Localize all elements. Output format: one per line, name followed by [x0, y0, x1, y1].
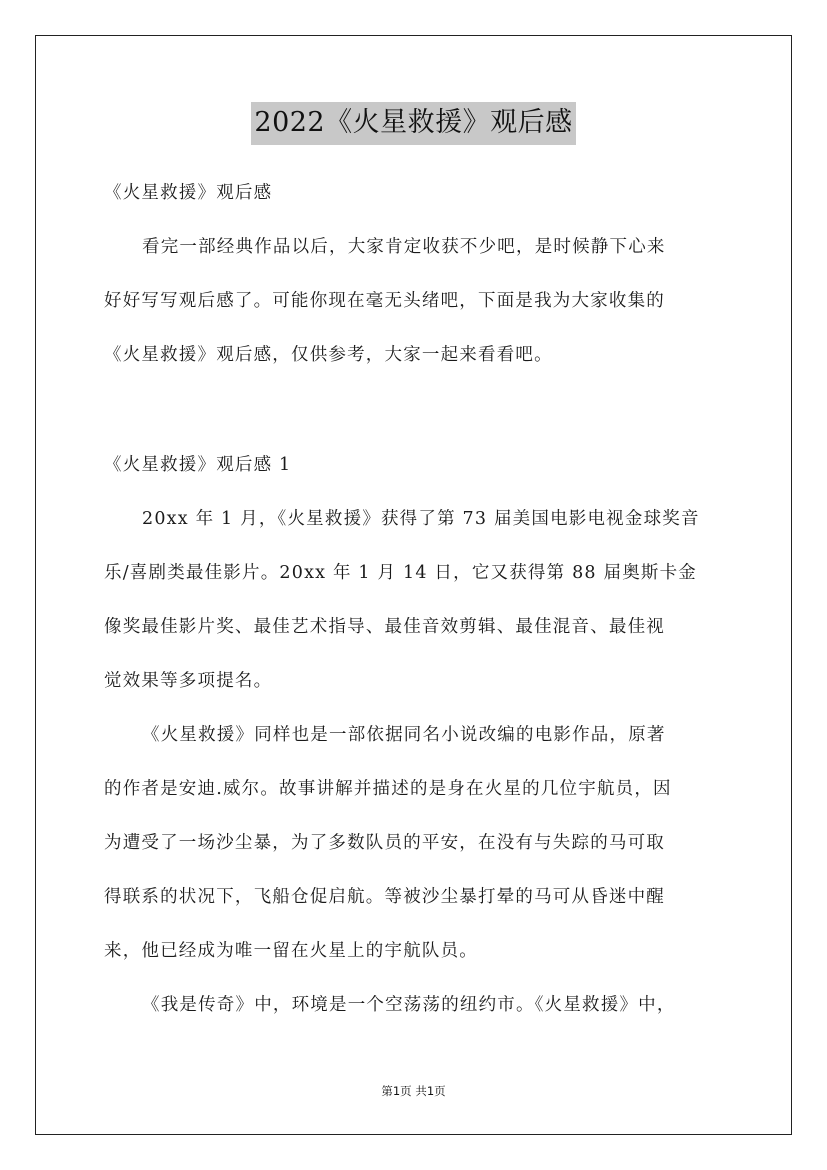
paragraph-line: 《火星救援》同样也是一部依据同名小说改编的电影作品，原著 [142, 725, 666, 745]
title-container [0, 102, 827, 145]
paragraph-line: 20xx 年 1 月，《火星救援》获得了第 73 届美国电影电视金球奖音 [142, 509, 700, 529]
paragraph-line: 像奖最佳影片奖、最佳艺术指导、最佳音效剪辑、最佳混音、最佳视 [104, 617, 665, 637]
paragraph-line: 的作者是安迪.威尔。故事讲解并描述的是身在火星的几位宇航员，因 [104, 779, 672, 799]
document-title: 2022《火星救援》观后感 [251, 102, 575, 145]
paragraph-line: 《我是传奇》中，环境是一个空荡荡的纽约市。《火星救援》中， [142, 995, 676, 1015]
paragraph-line: 得联系的状况下，飞船仓促启航。等被沙尘暴打晕的马可从昏迷中醒 [104, 887, 665, 907]
intro-line: 《火星救援》观后感，仅供参考，大家一起来看看吧。 [104, 345, 553, 365]
page-footer: 第1页 共1页 [381, 1084, 446, 1098]
paragraph-line: 觉效果等多项提名。 [104, 671, 273, 691]
paragraph-line: 为遭受了一场沙尘暴，为了多数队员的平安，在没有与失踪的马可取 [104, 833, 665, 853]
intro-line: 看完一部经典作品以后，大家肯定收获不少吧，是时候静下心来 [142, 237, 666, 257]
paragraph-line: 来，他已经成为唯一留在火星上的宇航队员。 [104, 941, 478, 961]
document-subtitle: 《火星救援》观后感 [104, 183, 273, 203]
section-heading: 《火星救援》观后感 1 [104, 455, 292, 475]
paragraph-line: 乐/喜剧类最佳影片。20xx 年 1 月 14 日，它又获得第 88 届奥斯卡金 [104, 563, 698, 583]
intro-line: 好好写写观后感了。可能你现在毫无头绪吧，下面是我为大家收集的 [104, 291, 665, 311]
